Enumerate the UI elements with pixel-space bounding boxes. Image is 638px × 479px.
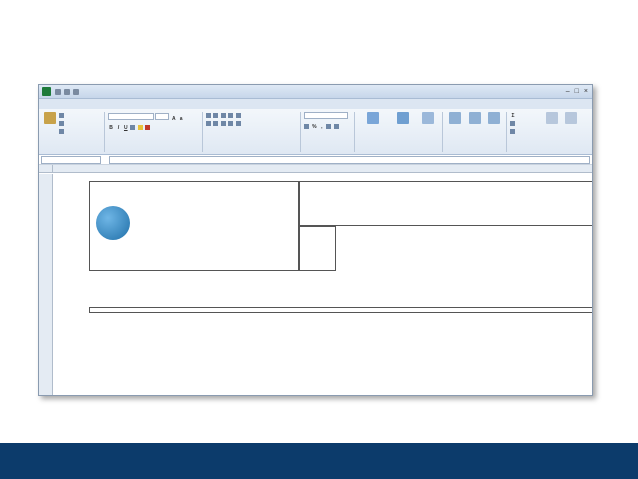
merge-icon bbox=[236, 121, 241, 126]
logo-language-box bbox=[89, 181, 299, 271]
copy-button[interactable] bbox=[59, 120, 65, 127]
excel-window bbox=[38, 84, 593, 396]
cells-group bbox=[443, 112, 507, 152]
shrink-font-icon[interactable]: a bbox=[179, 116, 183, 122]
indent-icon[interactable] bbox=[228, 121, 233, 126]
number-format-dropdown[interactable] bbox=[304, 112, 348, 119]
ribbon-tabs bbox=[39, 99, 592, 109]
format-cells-icon bbox=[488, 112, 500, 124]
table-icon bbox=[397, 112, 409, 124]
align-middle-icon[interactable] bbox=[213, 113, 218, 118]
clear-button[interactable] bbox=[510, 128, 516, 135]
row-headers bbox=[39, 174, 53, 395]
column-headers bbox=[39, 165, 592, 173]
format-painter-button[interactable] bbox=[59, 128, 65, 135]
conditional-formatting-icon bbox=[367, 112, 379, 124]
delete-cells-icon bbox=[469, 112, 481, 124]
formula-input[interactable] bbox=[109, 156, 590, 164]
currency-icon[interactable] bbox=[304, 124, 309, 129]
window-controls bbox=[566, 88, 588, 96]
insert-button[interactable] bbox=[446, 112, 464, 152]
styles-group bbox=[355, 112, 443, 152]
minimize-icon[interactable]: – bbox=[565, 88, 570, 95]
sort-icon bbox=[546, 112, 558, 124]
align-bottom-icon[interactable] bbox=[221, 113, 226, 118]
paste-icon bbox=[44, 112, 56, 124]
brush-icon bbox=[59, 129, 64, 134]
grow-font-icon[interactable]: A bbox=[171, 116, 176, 122]
formula-bar bbox=[39, 155, 592, 165]
fill-icon bbox=[510, 121, 515, 126]
undo-icon[interactable] bbox=[64, 89, 70, 95]
eraser-icon bbox=[510, 129, 515, 134]
binoculars-icon bbox=[565, 112, 577, 124]
footer-bar bbox=[0, 443, 638, 479]
autosum-button[interactable] bbox=[510, 112, 516, 119]
excel-titlebar bbox=[39, 85, 592, 99]
name-box[interactable] bbox=[41, 156, 101, 164]
maximize-icon[interactable]: □ bbox=[574, 88, 579, 95]
excel-app-icon[interactable] bbox=[42, 87, 51, 96]
format-button[interactable] bbox=[485, 112, 503, 152]
decrease-decimal-icon[interactable] bbox=[334, 124, 339, 129]
quick-access-toolbar bbox=[55, 89, 79, 95]
cell-grid[interactable] bbox=[53, 174, 592, 395]
cell-styles-icon bbox=[422, 112, 434, 124]
delete-button[interactable] bbox=[466, 112, 484, 152]
language-select-cell[interactable] bbox=[299, 226, 336, 271]
font-size-dropdown[interactable] bbox=[155, 113, 169, 120]
orientation-icon[interactable] bbox=[228, 113, 233, 118]
align-left-icon[interactable] bbox=[206, 121, 211, 126]
worksheet bbox=[39, 174, 592, 395]
sigma-icon: Σ bbox=[511, 113, 515, 119]
font-name-dropdown[interactable] bbox=[108, 113, 154, 120]
align-right-icon[interactable] bbox=[221, 121, 226, 126]
editing-group bbox=[507, 112, 583, 152]
comma-icon[interactable]: , bbox=[321, 124, 323, 130]
wrap-icon bbox=[236, 113, 241, 118]
percent-icon[interactable]: % bbox=[312, 124, 317, 130]
insert-cells-icon bbox=[449, 112, 461, 124]
fill-color-icon[interactable] bbox=[138, 125, 143, 130]
alignment-group bbox=[203, 112, 301, 152]
cmrt-title-box bbox=[299, 181, 593, 226]
close-icon[interactable]: × bbox=[583, 88, 588, 95]
paste-button[interactable] bbox=[44, 112, 56, 136]
redo-icon[interactable] bbox=[73, 89, 79, 95]
clipboard-group bbox=[41, 112, 105, 152]
merge-center-button[interactable] bbox=[236, 120, 242, 128]
company-info-header bbox=[89, 307, 593, 313]
font-color-icon[interactable] bbox=[145, 125, 150, 130]
bold-button[interactable]: B bbox=[109, 125, 113, 131]
conditional-formatting-button[interactable] bbox=[358, 112, 388, 152]
scissors-icon bbox=[59, 113, 64, 118]
select-all-corner[interactable] bbox=[39, 165, 53, 172]
fill-button[interactable] bbox=[510, 120, 516, 127]
find-select-button[interactable] bbox=[563, 112, 580, 136]
wrap-text-button[interactable] bbox=[236, 112, 242, 120]
italic-button[interactable]: I bbox=[117, 125, 120, 131]
copy-icon bbox=[59, 121, 64, 126]
cfsi-logo bbox=[96, 206, 130, 240]
border-icon[interactable] bbox=[130, 125, 135, 130]
cut-button[interactable] bbox=[59, 112, 65, 119]
align-top-icon[interactable] bbox=[206, 113, 211, 118]
sort-filter-button[interactable] bbox=[543, 112, 560, 136]
format-as-table-button[interactable] bbox=[391, 112, 415, 152]
number-group bbox=[301, 112, 355, 152]
ribbon bbox=[39, 109, 592, 155]
cell-styles-button[interactable] bbox=[418, 112, 438, 152]
align-center-icon[interactable] bbox=[213, 121, 218, 126]
font-group bbox=[105, 112, 203, 152]
save-icon[interactable] bbox=[55, 89, 61, 95]
increase-decimal-icon[interactable] bbox=[326, 124, 331, 129]
underline-button[interactable]: U bbox=[123, 125, 128, 131]
